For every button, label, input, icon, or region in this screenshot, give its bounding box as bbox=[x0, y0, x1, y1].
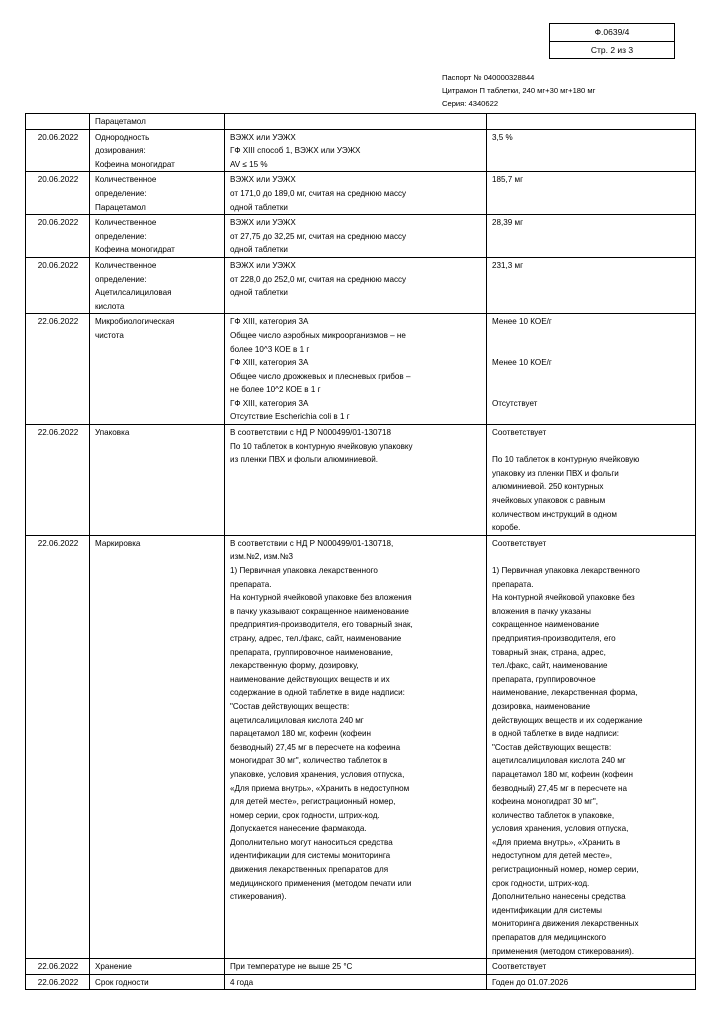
row-method: ВЭЖХ или УЭЖХ от 27,75 до 32,25 мг, считая на среднюю массу одной таблетки bbox=[225, 215, 487, 258]
row-date: 22.06.2022 bbox=[26, 425, 90, 536]
table-row bbox=[26, 129, 696, 172]
analysis-table bbox=[25, 113, 696, 990]
row-method: ВЭЖХ или УЭЖХ от 228,0 до 252,0 мг, считая на среднюю массу одной таблетки bbox=[225, 257, 487, 313]
row-method: 4 года bbox=[225, 974, 487, 990]
row-result: 231,3 мг bbox=[487, 257, 696, 313]
row-test-name: Количественное определение: Парацетамол bbox=[90, 172, 225, 215]
table-row bbox=[26, 215, 696, 258]
row-method: В соответствии с НД Р N000499/01-130718, изм.№2, изм.№3 1) Первичная упаковка лекарственного препарата. На контурной ячейковой упаковке без вложения в пачку указывают сокращенное наименование предприятия-производителя, его товарный знак, страну, адрес, тел./факс, сайт, наименование препарата, группировочное наименование, лекарственную форму, дозировку, наименование действующих веществ и их содержание в одной таблетке в виде надписи: "Состав действующих веществ: ацетилсалициловая кислота 240 мг парацетамол 180 мг, кофеин (кофеин безводный) 27,45 мг в пересчете на кофеина моногидрат 30 мг", количество таблеток в упаковке, условия хранения, условия отпуска, «Для приема внутрь», «Хранить в недоступном для детей месте», регистрационный номер, номер серии, срок годности, штрих-код. Допускается нанесение фармакода. Дополнительно могут наноситься средства идентификации для системы мониторинга движения лекарственных препаратов для медицинского применения (методом печати или стикерования). bbox=[225, 535, 487, 958]
row-method: При температуре не выше 25 °С bbox=[225, 959, 487, 975]
row-date: 22.06.2022 bbox=[26, 974, 90, 990]
table-row bbox=[26, 172, 696, 215]
row-test-name: Хранение bbox=[90, 959, 225, 975]
product-name: Цитрамон П таблетки, 240 мг+30 мг+180 мг bbox=[442, 86, 596, 95]
page-number: Стр. 2 из 3 bbox=[550, 41, 674, 59]
table-row bbox=[26, 314, 696, 425]
series-number: Серия: 4340622 bbox=[442, 99, 499, 108]
row-method: ВЭЖХ или УЭЖХ от 171,0 до 189,0 мг, считая на среднюю массу одной таблетки bbox=[225, 172, 487, 215]
row-date: 20.06.2022 bbox=[26, 129, 90, 172]
row-test-name: Количественное определение: Ацетилсалициловая кислота bbox=[90, 257, 225, 313]
row-result bbox=[487, 114, 696, 130]
row-method: ВЭЖХ или УЭЖХ ГФ XIII способ 1, ВЭЖХ или УЭЖХ AV ≤ 15 % bbox=[225, 129, 487, 172]
row-test-name: Маркировка bbox=[90, 535, 225, 958]
passport-number: Паспорт № 040000328844 bbox=[442, 73, 535, 82]
row-result: Соответствует 1) Первичная упаковка лекарственного препарата. На контурной ячейковой упаковке без вложения в пачку указаны сокращенное наименование предприятия-производителя, его товарный знак, страна, адрес, тел./факс, сайт, наименование препарата, группировочное наименование, лекарственная форма, дозировка, наименование действующих веществ и их содержание в одной таблетке в виде надписи: "Состав действующих веществ: ацетилсалициловая кислота 240 мг парацетамол 180 мг, кофеин (кофеин безводный) 27,45 мг в пересчете на кофеина моногидрат 30 мг", количество таблеток в упаковке, условия хранения, условия отпуска, «Для приема внутрь», «Хранить в недоступном для детей месте», регистрационный номер, номер серии, срок годности, штрих-код. Дополнительно нанесены средства идентификации для системы мониторинга движения лекарственных препаратов для медицинского применения (методом стикерования). bbox=[487, 535, 696, 958]
row-date: 20.06.2022 bbox=[26, 172, 90, 215]
table-row bbox=[26, 535, 696, 958]
row-date bbox=[26, 114, 90, 130]
row-result: 3,5 % bbox=[487, 129, 696, 172]
row-date: 20.06.2022 bbox=[26, 215, 90, 258]
row-test-name: Количественное определение: Кофеина моногидрат bbox=[90, 215, 225, 258]
form-code: Ф.0639/4 bbox=[594, 27, 630, 37]
row-date: 20.06.2022 bbox=[26, 257, 90, 313]
table-row bbox=[26, 974, 696, 990]
row-method bbox=[225, 114, 487, 130]
table-row bbox=[26, 959, 696, 975]
row-test-name: Парацетамол bbox=[90, 114, 225, 130]
row-result: Менее 10 КОЕ/г Менее 10 КОЕ/г Отсутствует bbox=[487, 314, 696, 425]
table-row bbox=[26, 425, 696, 536]
row-result: Соответствует По 10 таблеток в контурную ячейковую упаковку из пленки ПВХ и фольги алюминиевой. 250 контурных ячейковых упаковок с равным количеством инструкций в одном коробе. bbox=[487, 425, 696, 536]
row-result: Годен до 01.07.2026 bbox=[487, 974, 696, 990]
row-test-name: Однородность дозирования: Кофеина моногидрат bbox=[90, 129, 225, 172]
row-result: Соответствует bbox=[487, 959, 696, 975]
form-code-box bbox=[549, 23, 675, 59]
row-date: 22.06.2022 bbox=[26, 314, 90, 425]
table-row bbox=[26, 257, 696, 313]
analysis-table-body bbox=[26, 114, 696, 990]
table-row bbox=[26, 114, 696, 130]
row-test-name: Микробиологическая чистота bbox=[90, 314, 225, 425]
row-result: 185,7 мг bbox=[487, 172, 696, 215]
row-date: 22.06.2022 bbox=[26, 535, 90, 958]
row-test-name: Упаковка bbox=[90, 425, 225, 536]
row-result: 28,39 мг bbox=[487, 215, 696, 258]
document-header bbox=[442, 71, 595, 110]
row-method: В соответствии с НД Р N000499/01-130718 По 10 таблеток в контурную ячейковую упаковку из пленки ПВХ и фольги алюминиевой. bbox=[225, 425, 487, 536]
row-test-name: Срок годности bbox=[90, 974, 225, 990]
row-method: ГФ XIII, категория 3А Общее число аэробных микроорганизмов – не более 10^3 КОЕ в 1 г ГФ XIII, категория 3А Общее число дрожжевых и плесневых грибов – не более 10^2 КОЕ в 1 г ГФ XIII, категория 3А Отсутствие Escherichia coli в 1 г bbox=[225, 314, 487, 425]
row-date: 22.06.2022 bbox=[26, 959, 90, 975]
